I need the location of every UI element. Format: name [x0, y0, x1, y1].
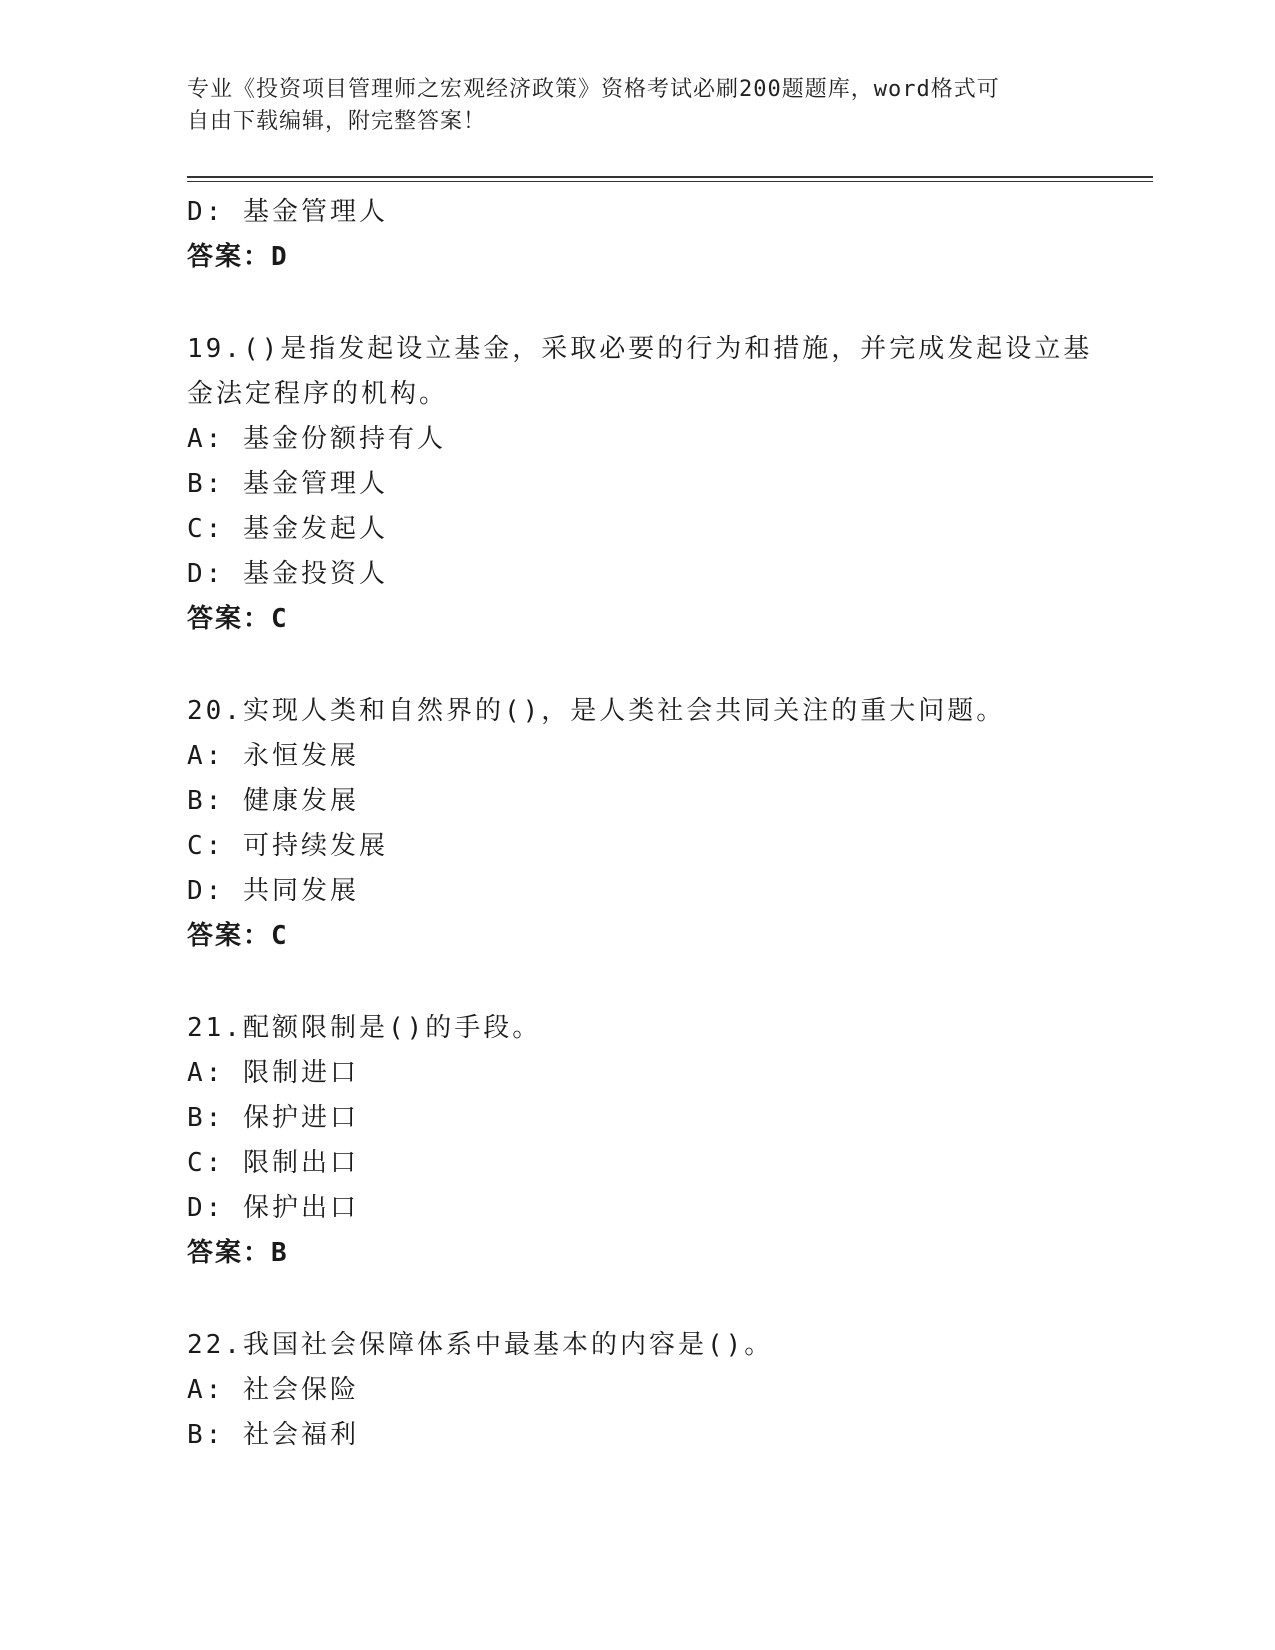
question-22-option-a: A: 社会保险 — [187, 1375, 359, 1405]
question-21-answer: 答案：B — [187, 1238, 289, 1268]
question-20-text: 20.实现人类和自然界的()，是人类社会共同关注的重大问题。 — [187, 696, 1006, 726]
question-19-option-a: A: 基金份额持有人 — [187, 424, 446, 454]
question-20 — [187, 689, 1087, 959]
question-20-option-c: C: 可持续发展 — [187, 831, 388, 861]
question-list — [187, 190, 1093, 1458]
question-21-text: 21.配额限制是()的手段。 — [187, 1013, 542, 1043]
question-21 — [187, 1006, 1087, 1276]
question-20-option-b: B: 健康发展 — [187, 786, 359, 816]
question-21-option-d: D: 保护出口 — [187, 1193, 359, 1223]
question-19-option-c: C: 基金发起人 — [187, 514, 388, 544]
question-21-option-a: A: 限制进口 — [187, 1058, 359, 1088]
question-19-text-line-1: 19.()是指发起设立基金，采取必要的行为和措施，并完成发起设立基 — [187, 334, 1093, 364]
question-20-option-a: A: 永恒发展 — [187, 741, 359, 771]
question-21-option-b: B: 保护进口 — [187, 1103, 359, 1133]
question-19-text-line-2: 金法定程序的机构。 — [187, 379, 449, 409]
prev-option-d: D: 基金管理人 — [187, 197, 388, 227]
question-22-option-b: B: 社会福利 — [187, 1420, 359, 1450]
header-title-line-2: 自由下载编辑，附完整答案！ — [187, 109, 487, 134]
question-20-option-d: D: 共同发展 — [187, 876, 359, 906]
page-header — [187, 74, 1067, 138]
question-19-option-b: B: 基金管理人 — [187, 469, 388, 499]
question-19-option-d: D: 基金投资人 — [187, 559, 388, 589]
prev-answer: 答案：D — [187, 242, 289, 272]
question-21-option-c: C: 限制出口 — [187, 1148, 359, 1178]
header-title-line-1: 专业《投资项目管理师之宏观经济政策》资格考试必刷200题题库，word格式可 — [187, 77, 1000, 102]
question-20-answer: 答案：C — [187, 921, 289, 951]
question-19-answer: 答案：C — [187, 604, 289, 634]
question-19 — [187, 327, 1093, 642]
header-divider — [187, 176, 1153, 182]
question-22 — [187, 1323, 1087, 1458]
question-22-text: 22.我国社会保障体系中最基本的内容是()。 — [187, 1330, 774, 1360]
